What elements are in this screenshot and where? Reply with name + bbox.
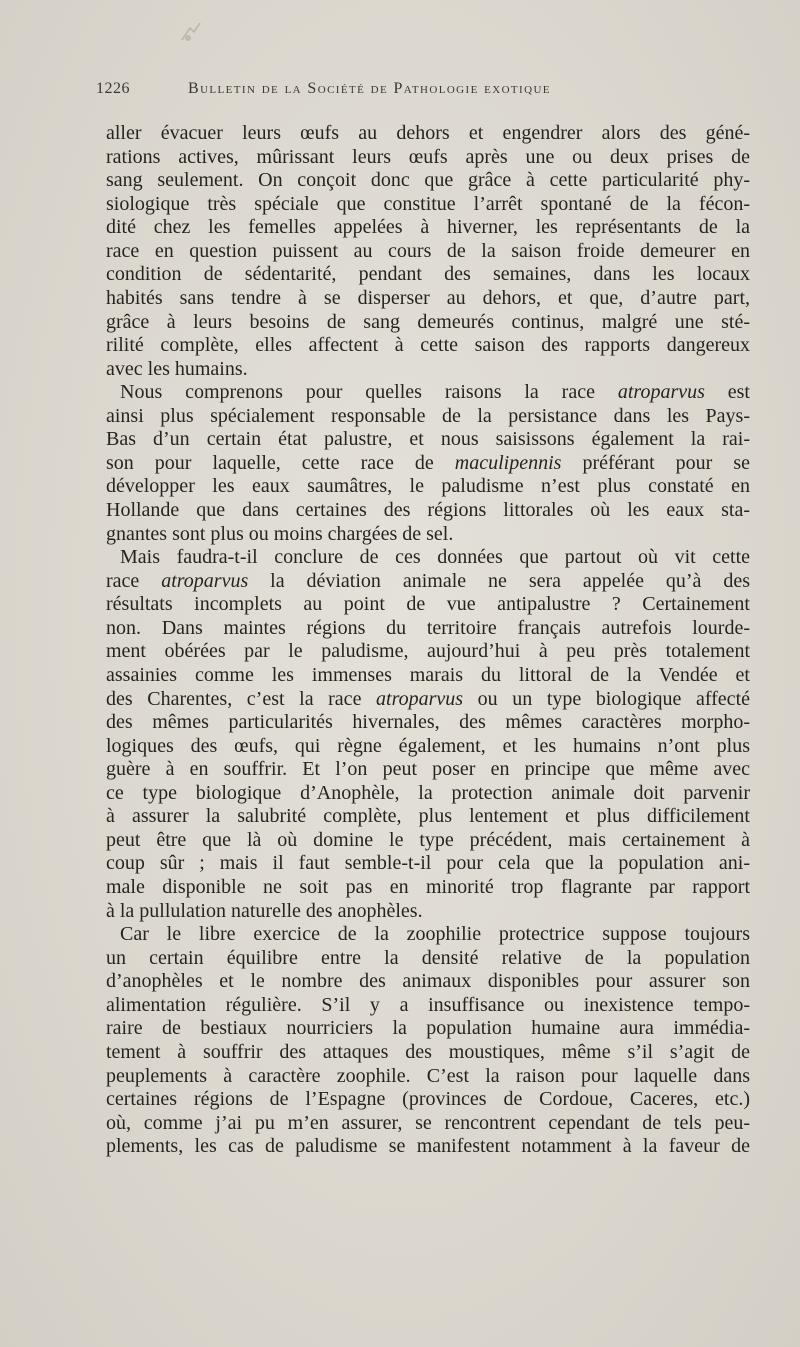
text-line: aller évacuer leurs œufs au dehors et engendrer alors des géné- — [106, 122, 750, 144]
text-line: non. Dans maintes régions du territoire français autrefois lourde- — [106, 616, 750, 639]
text-line: grâce à leurs besoins de sang demeurés continus, malgré une sté- — [106, 310, 750, 333]
text-line: male disponible ne soit pas en minorité trop flagrante par rapport — [106, 876, 750, 898]
text-line: habités sans tendre à se disperser au dehors, et que, d’autre part, — [106, 286, 750, 309]
text-line: rilité complète, elles affectent à cette saison des rapports dangereux — [106, 334, 750, 357]
text-line: Hollande que dans certaines des régions littorales où les eaux sta- — [106, 499, 750, 521]
text-line: résultats incomplets au point de vue antipalustre ? Certainement — [106, 593, 750, 616]
running-title: Bulletin de la Société de Pathologie exotique — [188, 80, 551, 97]
italic-species-name: maculipennis — [454, 451, 562, 474]
text-line: condition de sédentarité, pendant des semaines, dans les locaux — [106, 263, 750, 286]
ink-smudge-mark — [178, 20, 204, 46]
text-line: Car le libre exercice de la zoophilie protectrice suppose toujours — [120, 923, 750, 946]
text-line: coup sûr ; mais il faut semble-t-il pour cela que la population ani- — [106, 852, 750, 875]
text-line: logiques des œufs, qui règne également, et les humains n’ont plus — [106, 734, 750, 757]
text-line: ainsi plus spécialement responsable de la persistance dans les Pays- — [106, 404, 750, 427]
text-line: race atroparvus la déviation animale ne sera appelée qu’à des — [106, 569, 750, 592]
page-number: 1226 — [96, 80, 130, 97]
text-line: d’anophèles et le nombre des animaux disponibles pour assurer son — [106, 970, 750, 993]
body-text — [106, 122, 750, 1159]
text-line: des Charentes, c’est la race atroparvus ou un type biologique affecté — [106, 687, 750, 710]
text-line: peut être que là où domine le type précédent, mais certainement à — [106, 828, 750, 851]
text-line: guère à en souffrir. Et l’on peut poser en principe que même avec — [106, 758, 750, 781]
italic-species-name: atroparvus — [617, 381, 705, 404]
text-line: Bas d’un certain état palustre, et nous saisissons également la rai- — [106, 428, 750, 451]
text-line: son pour laquelle, cette race de maculipennis préférant pour se — [106, 451, 750, 474]
italic-species-name: atroparvus — [161, 569, 249, 592]
text-line: développer les eaux saumâtres, le paludisme n’est plus constaté en — [106, 475, 750, 498]
text-line: avec les humains. — [106, 357, 248, 380]
text-line: Nous comprenons pour quelles raisons la race atroparvus est — [120, 381, 750, 404]
text-line: assainies comme les immenses marais du littoral de la Vendée et — [106, 663, 750, 686]
text-line: tement à souffrir des attaques des moustiques, même s’il s’agit de — [106, 1040, 750, 1063]
text-line: un certain équilibre entre la densité relative de la population — [106, 946, 750, 969]
text-line: des mêmes particularités hivernales, des mêmes caractères morpho- — [106, 711, 750, 734]
text-line: race en question puissent au cours de la saison froide demeurer en — [106, 239, 750, 262]
text-line: Mais faudra-t-il conclure de ces données que partout où vit cette — [120, 546, 750, 569]
text-line: peuplements à caractère zoophile. C’est la raison pour laquelle dans — [106, 1064, 750, 1087]
text-line: à la pullulation naturelle des anophèles. — [106, 899, 423, 922]
text-line: à assurer la salubrité complète, plus lentement et plus difficilement — [106, 805, 750, 828]
text-line: dité chez les femelles appelées à hiverner, les représentants de la — [106, 216, 750, 239]
text-line: raire de bestiaux nourriciers la population humaine aura immédia- — [106, 1017, 750, 1040]
text-line: certaines régions de l’Espagne (provinces de Cordoue, Caceres, etc.) — [106, 1088, 750, 1111]
text-line: où, comme j’ai pu m’en assurer, se rencontrent cependant de tels peu- — [106, 1111, 750, 1134]
text-line: sang seulement. On conçoit donc que grâce à cette particularité phy- — [106, 169, 750, 192]
text-line: alimentation régulière. S’il y a insuffisance ou inexistence tempo- — [106, 993, 750, 1016]
text-line: ce type biologique d’Anophèle, la protection animale doit parvenir — [106, 781, 750, 804]
text-line: gnantes sont plus ou moins chargées de sel. — [106, 522, 454, 545]
text-line: plements, les cas de paludisme se manifestent notamment à la faveur de — [106, 1135, 750, 1158]
text-line: rations actives, mûrissant leurs œufs après une ou deux prises de — [106, 145, 750, 168]
running-header — [96, 80, 756, 108]
text-line: siologique très spéciale que constitue l’arrêt spontané de la fécon- — [106, 192, 750, 215]
text-line: ment obérées par le paludisme, aujourd’hui à peu près totalement — [106, 640, 750, 663]
italic-species-name: atroparvus — [376, 687, 464, 710]
